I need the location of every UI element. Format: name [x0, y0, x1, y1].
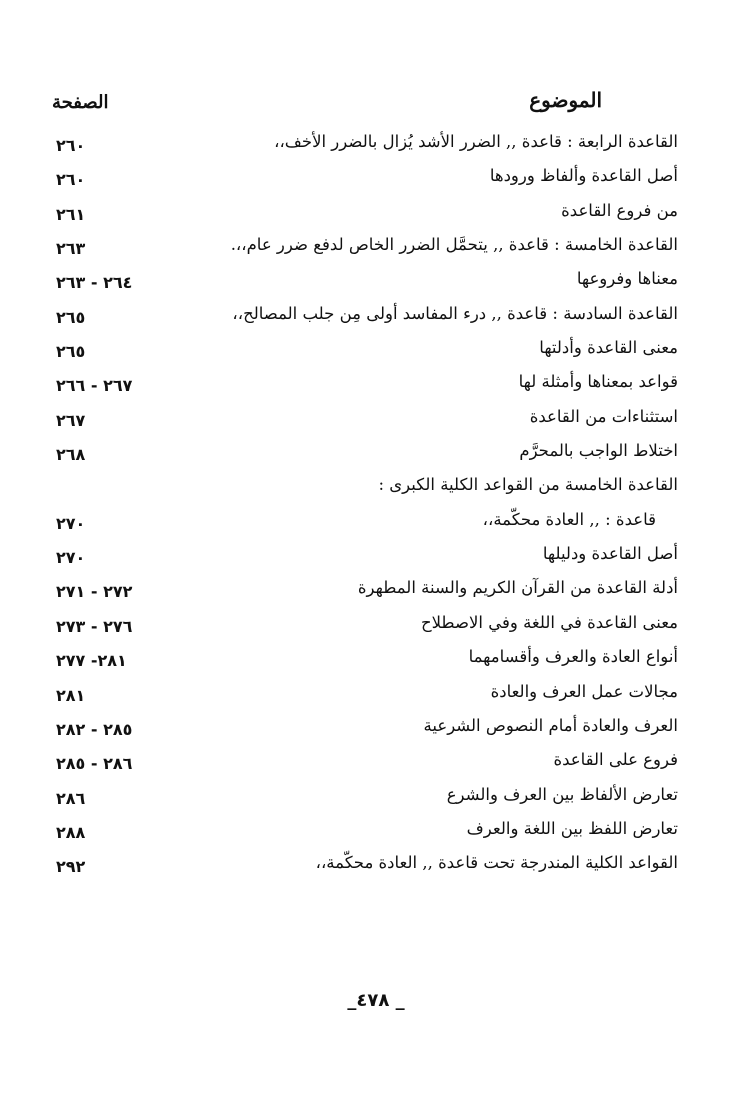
entry-page: ٢٦٥	[56, 307, 86, 327]
entry-topic: العرف والعادة أمام النصوص الشرعية	[423, 715, 678, 735]
contents-row	[0, 574, 752, 604]
entry-topic: قواعد بمعناها وأمثلة لها	[518, 372, 678, 392]
entry-topic: أصل القاعدة ودليلها	[542, 544, 678, 564]
contents-row	[0, 197, 752, 227]
entry-page: ٢٦٤ - ٢٦٣	[56, 273, 133, 293]
entry-topic: معنى القاعدة في اللغة وفي الاصطلاح	[420, 612, 678, 632]
entry-page: ٢٦٠	[56, 170, 86, 190]
entry-page: ٢٦٣	[56, 239, 86, 259]
entry-page: ٢٦٥	[56, 342, 86, 362]
contents-row	[0, 231, 752, 261]
entry-page: ٢٧٢ - ٢٧١	[56, 582, 133, 602]
contents-row	[0, 265, 752, 295]
entry-page: ٢٦٧	[56, 410, 86, 430]
entry-topic: معنى القاعدة وأدلتها	[539, 338, 678, 358]
entry-topic: أدلة القاعدة من القرآن الكريم والسنة المطهرة	[357, 578, 678, 598]
contents-row	[0, 781, 752, 811]
table-header	[0, 88, 752, 124]
entry-page: ٢٩٢	[56, 857, 86, 877]
entry-page: ٢٨١	[56, 685, 86, 705]
entry-topic: معناها وفروعها	[576, 269, 678, 289]
contents-list	[0, 128, 752, 884]
entry-topic: القاعدة الرابعة : قاعدة ,, الضرر الأشد يُزال بالضرر الأخف،،	[274, 132, 678, 151]
entry-topic: استثناءات من القاعدة	[529, 406, 678, 426]
contents-row	[0, 403, 752, 433]
entry-page: ٢٦٧ - ٢٦٦	[56, 376, 133, 396]
entry-topic: اختلاط الواجب بالمحرَّم	[519, 441, 678, 461]
entry-page: ٢٧٦ - ٢٧٣	[56, 616, 133, 636]
entry-topic: القاعدة الخامسة : قاعدة ,, يتحمَّل الضرر الخاص لدفع ضرر عام،،.	[230, 235, 678, 255]
entry-topic: أصل القاعدة وألفاظ ورودها	[489, 166, 678, 186]
contents-row	[0, 437, 752, 467]
topic-column-header: الموضوع	[529, 88, 602, 112]
entry-page: ٢٨٨	[56, 822, 86, 842]
entry-page: ٢٨٦	[56, 788, 86, 808]
entry-topic: مجالات عمل العرف والعادة	[490, 681, 678, 701]
contents-row	[0, 849, 752, 879]
entry-page: ٢٨١- ٢٧٧	[56, 651, 127, 671]
entry-page: ٢٧٠	[56, 513, 86, 533]
entry-page: ٢٨٦ - ٢٨٥	[56, 754, 133, 774]
contents-row	[0, 746, 752, 776]
contents-row	[0, 368, 752, 398]
contents-row	[0, 506, 752, 536]
entry-topic: فروع على القاعدة	[553, 750, 678, 770]
entry-topic: القاعدة الخامسة من القواعد الكلية الكبرى :	[378, 475, 678, 495]
entry-page: ٢٦٨	[56, 445, 86, 465]
entry-topic: من فروع القاعدة	[561, 200, 678, 220]
contents-row	[0, 643, 752, 673]
contents-row	[0, 471, 752, 501]
entry-page: ٢٦٠	[56, 136, 86, 155]
contents-row	[0, 678, 752, 708]
entry-topic: تعارض الألفاظ بين العرف والشرع	[446, 784, 678, 804]
entry-page: ٢٧٠	[56, 548, 86, 568]
entry-topic: القاعدة السادسة : قاعدة ,, درء المفاسد أولى مِن جلب المصالح،،	[232, 303, 678, 323]
contents-row	[0, 128, 752, 158]
entry-topic: تعارض اللفظ بين اللغة والعرف	[466, 818, 678, 838]
entry-topic: القواعد الكلية المندرجة تحت قاعدة ,, العادة محكّمة،،	[315, 853, 678, 873]
entry-topic: أنواع العادة والعرف وأقسامهما	[468, 647, 678, 667]
contents-row	[0, 162, 752, 192]
contents-row	[0, 609, 752, 639]
contents-row	[0, 712, 752, 742]
contents-row	[0, 540, 752, 570]
page-number: _٤٧٨ _	[347, 990, 405, 1011]
entry-topic: قاعدة : ,, العادة محكّمة،،	[482, 509, 656, 529]
entry-page: ٢٨٥ - ٢٨٢	[56, 719, 133, 739]
page-column-header: الصفحة	[52, 92, 109, 113]
contents-row	[0, 815, 752, 845]
contents-row	[0, 300, 752, 330]
entry-page: ٢٦١	[56, 204, 86, 224]
contents-row	[0, 334, 752, 364]
